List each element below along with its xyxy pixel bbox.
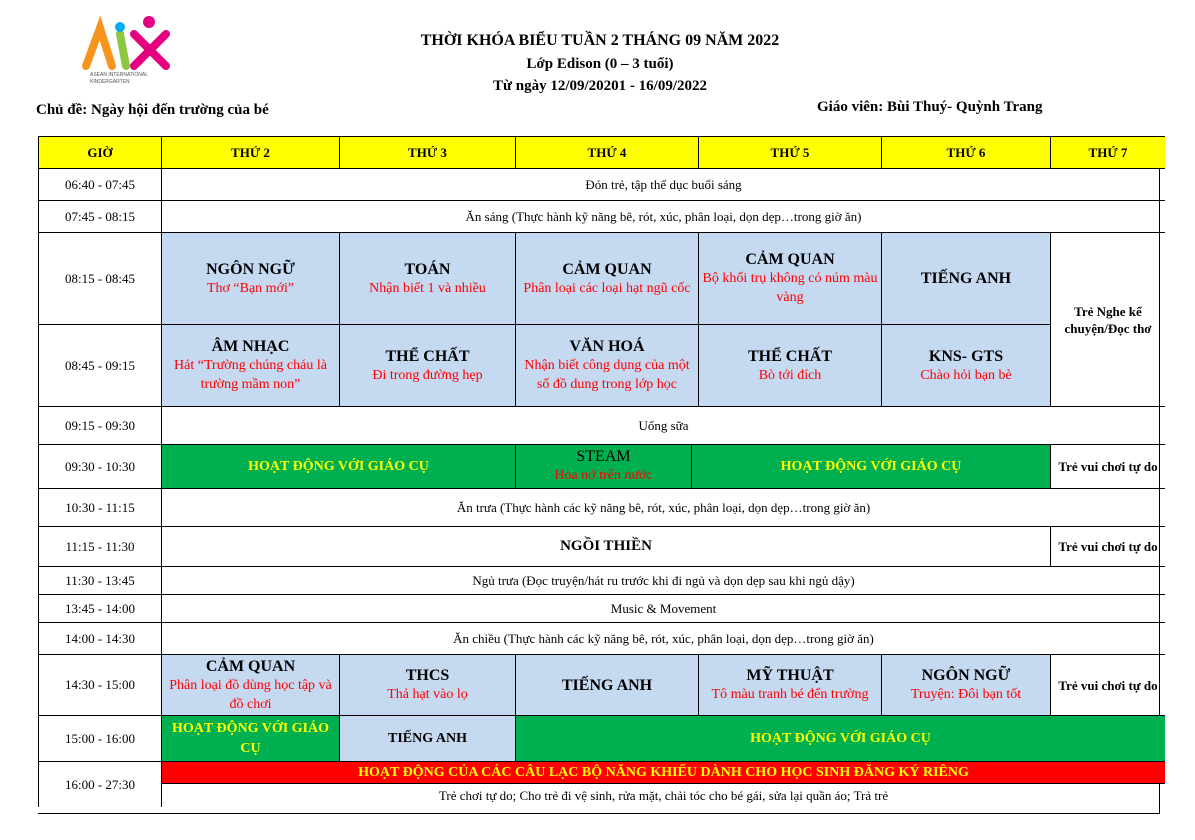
class-name: Lớp Edison (0 – 3 tuổi) (526, 56, 674, 72)
lesson-subtitle: Bộ khối trụ không có núm màu vàng (702, 271, 878, 305)
lesson-subtitle: Phân loại đồ dùng học tập và đồ chơi (169, 677, 332, 712)
lesson-title: TOÁN (404, 260, 451, 278)
lesson-cell (161, 324, 339, 406)
activity-reception: Đón trẻ, tập thể dục buổi sáng (161, 168, 1165, 200)
col-header-sat: THỨ 7 (1050, 136, 1165, 168)
logo-caption-1: ASEAN INTERNATIONAL (90, 72, 148, 78)
lesson-subtitle: Nhận biết 1 và nhiều (369, 280, 486, 296)
time-cell: 08:45 - 09:15 (38, 324, 161, 406)
saturday-text: Trẻ Nghe kể chuyện/Đọc thơ (1064, 303, 1152, 336)
col-header-wed: THỨ 4 (515, 136, 698, 168)
lesson-cell (698, 654, 881, 715)
lesson-cell (698, 324, 881, 406)
lesson-cell (698, 232, 881, 324)
lesson-title: VĂN HOÁ (569, 338, 645, 355)
activity-lunch: Ăn trưa (Thực hành các kỹ năng bê, rót, xúc, phân loại, dọn dẹp…trong giờ ăn) (161, 488, 1165, 526)
col-header-mon: THỨ 2 (161, 136, 339, 168)
lesson-title: CẢM QUAN (745, 251, 835, 268)
activity-meditation (161, 526, 1050, 566)
lesson-cell (161, 232, 339, 324)
activity-snack: Ăn chiều (Thực hành các kỹ năng bê, rót, xúc, phân loại, dọn dẹp…trong giờ ăn) (161, 622, 1165, 654)
lesson-cell (881, 654, 1050, 715)
date-range: Từ ngày 12/09/20201 - 16/09/2022 (492, 78, 707, 94)
col-header-thu: THỨ 5 (698, 136, 881, 168)
time-cell: 08:15 - 08:45 (38, 232, 161, 324)
lesson-title: NGÔN NGỮ (206, 260, 295, 278)
activity-montessori: HOẠT ĐỘNG VỚI GIÁO CỤ (691, 444, 1050, 488)
steam-cell (515, 444, 691, 488)
lesson-title: CẢM QUAN (562, 260, 652, 278)
time-cell: 10:30 - 11:15 (38, 488, 161, 526)
time-cell: 15:00 - 16:00 (38, 715, 161, 761)
teacher-label: Giáo viên: Bùi Thuý- Quỳnh Trang (817, 99, 1043, 115)
lesson-cell (515, 232, 698, 324)
lesson-cell (881, 324, 1050, 406)
lesson-cell (881, 232, 1050, 324)
lesson-cell (161, 654, 339, 715)
lesson-title: NGÔN NGỮ (921, 667, 1011, 684)
activity-nap: Ngủ trưa (Đọc truyện/hát ru trước khi đi ngủ và dọn dẹp sau khi ngủ dậy) (161, 566, 1165, 594)
time-cell: 06:40 - 07:45 (38, 168, 161, 200)
activity-montessori: HOẠT ĐỘNG VỚI GIÁO CỤ (515, 715, 1165, 761)
meditation-text: NGỒI THIỀN (560, 538, 652, 554)
lesson-cell (515, 654, 698, 715)
time-cell: 09:15 - 09:30 (38, 406, 161, 444)
lesson-title: THCS (405, 667, 450, 684)
time-cell: 16:00 - 27:30 (38, 761, 161, 807)
lesson-subtitle: Tô màu tranh bé đến trường (711, 687, 869, 702)
lesson-subtitle: Thơ “Bạn mới” (206, 280, 295, 296)
col-header-tue: THỨ 3 (339, 136, 515, 168)
time-cell: 07:45 - 08:15 (38, 200, 161, 232)
time-cell: 11:30 - 13:45 (38, 566, 161, 594)
lesson-title: MỸ THUẬT (746, 667, 834, 684)
topic-label: Chủ đề: Ngày hội đến trường của bé (36, 102, 269, 118)
lesson-subtitle: Đi trong đường hẹp (372, 367, 483, 383)
time-cell: 11:15 - 11:30 (38, 526, 161, 566)
aik-logo-icon (78, 14, 178, 88)
time-cell: 14:30 - 15:00 (38, 654, 161, 715)
time-cell: 14:00 - 14:30 (38, 622, 161, 654)
lesson-cell (339, 324, 515, 406)
lesson-subtitle: Chào hỏi bạn bè (920, 367, 1012, 383)
lesson-title: THỂ CHẤT (747, 347, 832, 365)
activity-montessori: HOẠT ĐỘNG VỚI GIÁO CỤ (161, 444, 515, 488)
lesson-title: CẢM QUAN (205, 657, 296, 675)
time-cell: 13:45 - 14:00 (38, 594, 161, 622)
activity-breakfast: Ăn sáng (Thực hành kỹ năng bê, rót, xúc, phân loại, dọn dẹp…trong giờ ăn) (161, 200, 1165, 232)
lesson-subtitle: Bò tới đích (758, 367, 822, 383)
saturday-activity (1050, 526, 1165, 566)
steam-title: STEAM (576, 448, 631, 465)
lesson-title: TIẾNG ANH (920, 270, 1012, 287)
lesson-cell (339, 232, 515, 324)
lesson-subtitle: Thả hạt vào lọ (387, 687, 468, 702)
saturday-text: Trẻ vui chơi tự do (1058, 539, 1158, 554)
col-header-time: GIỜ (38, 136, 161, 168)
lesson-cell (515, 324, 698, 406)
school-logo (78, 14, 178, 88)
lesson-cell (339, 654, 515, 715)
saturday-text: Trẻ vui chơi tự do (1058, 677, 1158, 693)
activity-music: Music & Movement (161, 594, 1165, 622)
lesson-title: ÂM NHẠC (211, 338, 290, 355)
lesson-subtitle: Truyện: Đôi bạn tốt (910, 687, 1022, 702)
lesson-subtitle: Hát “Trường chúng cháu là trường mầm non” (174, 358, 327, 392)
steam-subtitle: Hoa nở trên nước (554, 468, 653, 483)
col-header-fri: THỨ 6 (881, 136, 1050, 168)
saturday-activity (1050, 232, 1165, 406)
saturday-activity (1050, 654, 1165, 715)
timetable (38, 136, 1160, 814)
saturday-text: Trẻ vui chơi tự do (1058, 459, 1158, 474)
lesson-title: THỂ CHẤT (385, 347, 470, 365)
lesson-title: TIẾNG ANH (561, 676, 653, 694)
lesson-subtitle: Phân loại các loại hạt ngũ cốc (523, 280, 691, 296)
page-title: THỜI KHÓA BIỂU TUẦN 2 THÁNG 09 NĂM 2022 (420, 32, 780, 49)
time-cell: 09:30 - 10:30 (38, 444, 161, 488)
lesson-title: KNS- GTS (928, 347, 1004, 365)
activity-montessori: HOẠT ĐỘNG VỚI GIÁO CỤ (161, 715, 339, 761)
lesson-subtitle: Nhận biết công dụng của một số đồ dung trong lớp học (524, 358, 690, 392)
club-activities-banner: HOẠT ĐỘNG CỦA CÁC CÂU LẠC BỘ NĂNG KHIẾU DÀNH CHO HỌC SINH ĐĂNG KÝ RIÊNG (161, 761, 1165, 783)
activity-milk: Uống sữa (161, 406, 1165, 444)
logo-caption-2: KINDERGARTEN (90, 79, 130, 85)
activity-english: TIẾNG ANH (339, 715, 515, 761)
saturday-activity (1050, 444, 1165, 488)
activity-pickup: Trẻ chơi tự do; Cho trẻ đi vệ sinh, rửa mặt, chải tóc cho bé gái, sửa lại quần áo; Trả trẻ (161, 783, 1165, 807)
